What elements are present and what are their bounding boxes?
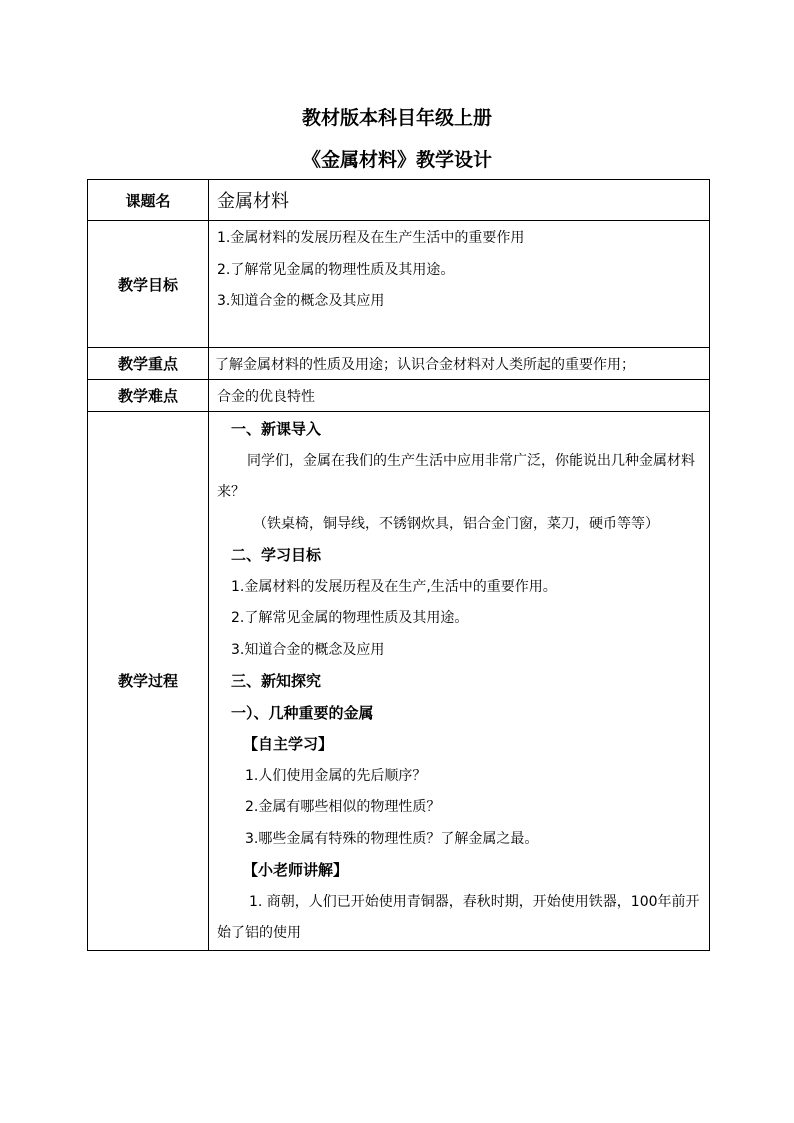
- label-topic: 课题名: [88, 180, 209, 221]
- list-item: 3.哪些金属有特殊的物理性质？了解金属之最。: [245, 830, 539, 847]
- label-key-points: 教学重点: [88, 348, 209, 380]
- value-process: [209, 412, 710, 951]
- row-topic: [88, 180, 710, 221]
- value-topic: 金属材料: [209, 180, 710, 221]
- row-key-points: [88, 348, 710, 380]
- objective-item: 1.金属材料的发展历程及在生产,生活中的重要作用。: [231, 578, 557, 595]
- objective-item: 3.知道合金的概念及应用: [231, 641, 385, 658]
- label-difficulties: 教学难点: [88, 380, 209, 412]
- section-heading: 一、新课导入: [231, 420, 322, 438]
- objective-item: 1.金属材料的发展历程及在生产生活中的重要作用: [217, 230, 525, 246]
- objective-item: 2.了解常见金属的物理性质及其用途。: [231, 610, 469, 626]
- section-paragraph: 1. 商朝，人们已开始使用青铜器，春秋时期，开始使用铁器，100年前开始了铝的使用: [217, 893, 700, 941]
- label-process: 教学过程: [88, 412, 209, 951]
- document-subtitle: 《金属材料》教学设计: [301, 149, 492, 171]
- row-objectives: [88, 221, 710, 348]
- value-key-points: 了解金属材料的性质及用途；认识合金材料对人类所起的重要作用；: [209, 348, 710, 380]
- document-title: 教材版本科目年级上册: [301, 107, 492, 129]
- objective-item: 3.知道合金的概念及其应用: [217, 293, 385, 309]
- list-item: 2.金属有哪些相似的物理性质？: [245, 799, 441, 815]
- value-difficulties: 合金的优良特性: [209, 380, 710, 412]
- objective-item: 2.了解常见金属的物理性质及其用途。: [217, 261, 455, 278]
- section-paragraph: 同学们，金属在我们的生产生活中应用非常广泛，你能说出几种金属材料来？: [217, 452, 695, 500]
- lesson-plan-table: [87, 179, 710, 951]
- row-process: [88, 412, 710, 951]
- row-difficulties: [88, 380, 710, 412]
- subsection-heading: 一）、几种重要的金属: [231, 703, 374, 722]
- value-objectives: [209, 221, 710, 348]
- list-item: 1.人们使用金属的先后顺序？: [245, 767, 427, 784]
- subsection-heading: 【自主学习】: [243, 735, 334, 753]
- section-paragraph: （铁桌椅，铜导线，不锈钢炊具，铝合金门窗，菜刀，硬币等等）: [253, 515, 659, 532]
- label-objectives: 教学目标: [88, 221, 209, 348]
- subsection-heading: 【小老师讲解】: [243, 861, 349, 879]
- section-heading: 二、学习目标: [231, 546, 322, 564]
- section-heading: 三、新知探究: [231, 672, 322, 690]
